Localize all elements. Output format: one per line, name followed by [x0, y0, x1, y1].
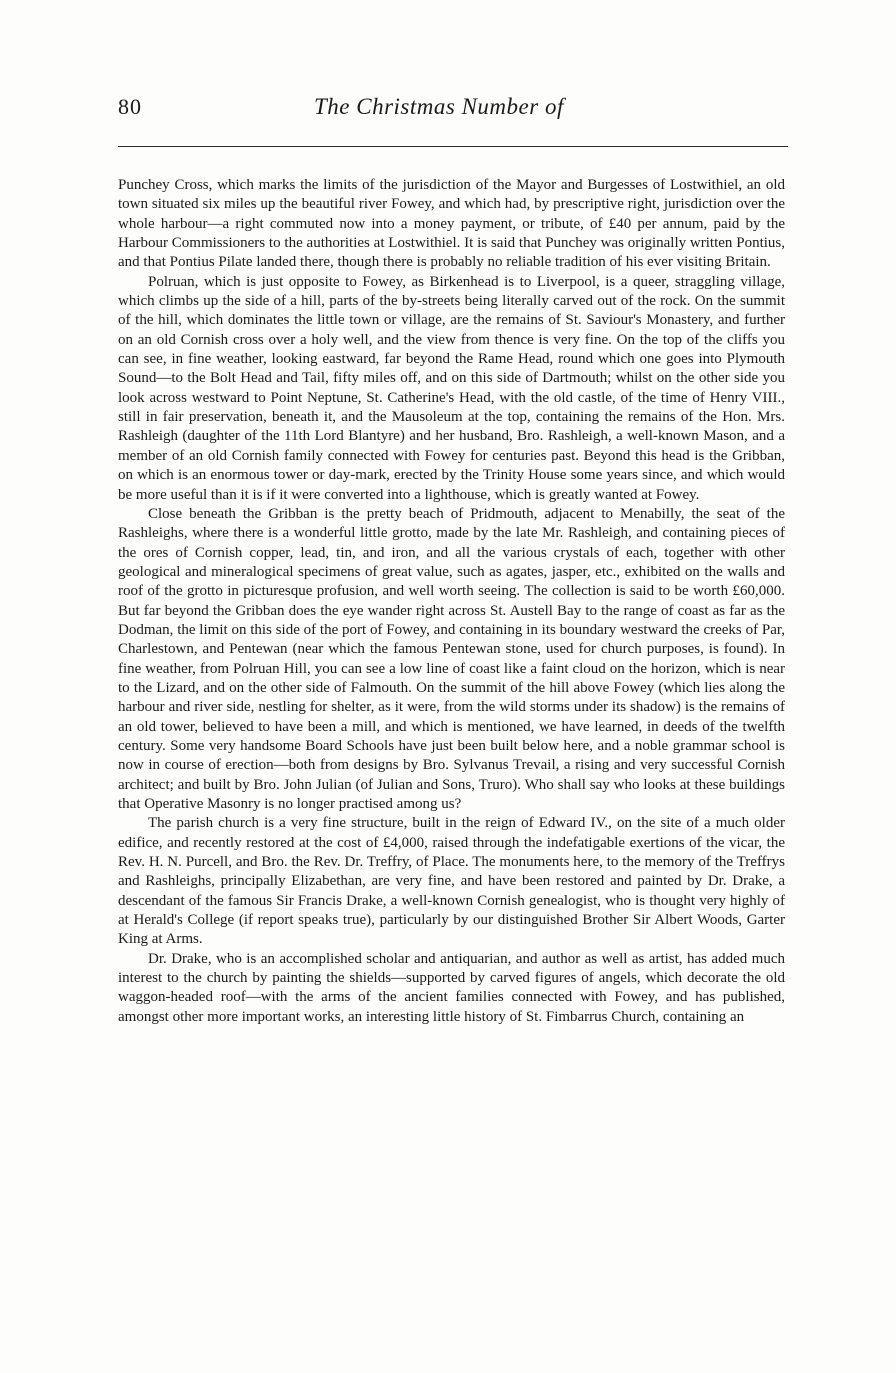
paragraph: Punchey Cross, which marks the limits of the jurisdiction of the Mayor and Burgesses of Lostwithiel, an old town situated six miles up the beautiful river Fowey, and which had, by prescriptive right, jurisdiction over the whole harbour—a right commuted now into a money payment, or tribute, of £40 per annum, paid by the Harbour Commissioners to the authorities at Lostwithiel. It is said that Punchey was originally written Pontius, and that Pontius Pilate landed there, though there is probably no reliable tradition of his ever visiting Britain. [118, 177, 785, 271]
paragraph: Dr. Drake, who is an accomplished scholar and antiquarian, and author as well as artist, has added much interest to the church by painting the shields—supported by carved figures of angels, which decorate the old waggon-headed roof—with the arms of the ancient families connected with Fowey, and has published, amongst other more important works, an interesting little history of St. Fimbarrus Church, containing an [118, 950, 785, 1025]
header-rule [118, 146, 788, 147]
body-text [118, 176, 785, 1027]
page-header [118, 94, 788, 134]
paragraph: Close beneath the Gribban is the pretty beach of Pridmouth, adjacent to Menabilly, the seat of the Rashleighs, where there is a wonderful little grotto, made by the late Mr. Rashleigh, and containing pieces of the ores of Cornish copper, lead, tin, and iron, and all the various crystals of each, together with other geological and mineralogical specimens of great value, such as agates, jasper, etc., exhibited on the walls and roof of the grotto in picturesque profusion, and well worth seeing. The collection is said to be worth £60,000. But far beyond the Gribban does the eye wander right across St. Austell Bay to the range of coast as far as the Dodman, the limit on this side of the port of Fowey, and containing in its boundary westward the creeks of Par, Charlestown, and Pentewan (near which the famous Pentewan stone, used for church purposes, is found). In fine weather, from Polruan Hill, you can see a low line of coast like a faint cloud on the horizon, which is near to the Lizard, and on the other side of Falmouth. On the summit of the hill above Fowey (which lies along the harbour and river side, nestling for shelter, as it were, from the wild storms under its shadow) is the remains of an old tower, believed to have been a mill, and which is mentioned, we have learned, in deeds of the twelfth century. Some very handsome Board Schools have just been built below here, and a noble grammar school is now in course of erection—both from designs by Bro. Sylvanus Trevail, a rising and very successful Cornish architect; and built by Bro. John Julian (of Julian and Sons, Truro). Who shall say who looks at these buildings that Operative Masonry is no longer practised among us? [118, 505, 785, 812]
paragraph: Polruan, which is just opposite to Fowey, as Birkenhead is to Liverpool, is a queer, straggling village, which climbs up the side of a hill, parts of the by-streets being literally carved out of the rock. On the summit of the hill, which dominates the little town or village, are the remains of St. Saviour's Monastery, and further on an old Cornish cross over a holy well, and the view from thence is very fine. On the top of the cliffs you can see, in fine weather, looking eastward, far beyond the Rame Head, round which one goes into Plymouth Sound—to the Bolt Head and Tail, fifty miles off, and on this side of Dartmouth; whilst on the other side you look across westward to Point Neptune, St. Catherine's Head, with the old castle, of the time of Henry VIII., still in fair preservation, beneath it, and the Mausoleum at the top, containing the remains of the Hon. Mrs. Rashleigh (daughter of the 11th Lord Blantyre) and her husband, Bro. Rashleigh, a well-known Mason, and a member of an old Cornish family connected with Fowey for centuries past. Beyond this head is the Gribban, on which is an enormous tower or day-mark, erected by the Trinity House some years since, and which would be more useful than it is if it were converted into a lighthouse, which is greatly wanted at Fowey. [118, 273, 785, 503]
running-title: The Christmas Number of [314, 94, 564, 119]
page-number: 80 [118, 94, 142, 119]
paragraph: The parish church is a very fine structure, built in the reign of Edward IV., on the site of a much older edifice, and recently restored at the cost of £4,000, raised through the indefatigable exertions of the vicar, the Rev. H. N. Purcell, and Bro. the Rev. Dr. Treffry, of Place. The monuments here, to the memory of the Treffrys and Rashleighs, principally Elizabethan, are very fine, and have been restored and painted by Dr. Drake, a descendant of the famous Sir Francis Drake, a well-known Cornish genealogist, who is thought very highly of at Herald's College (if report speaks true), particularly by our distinguished Brother Sir Albert Woods, Garter King at Arms. [118, 815, 785, 948]
